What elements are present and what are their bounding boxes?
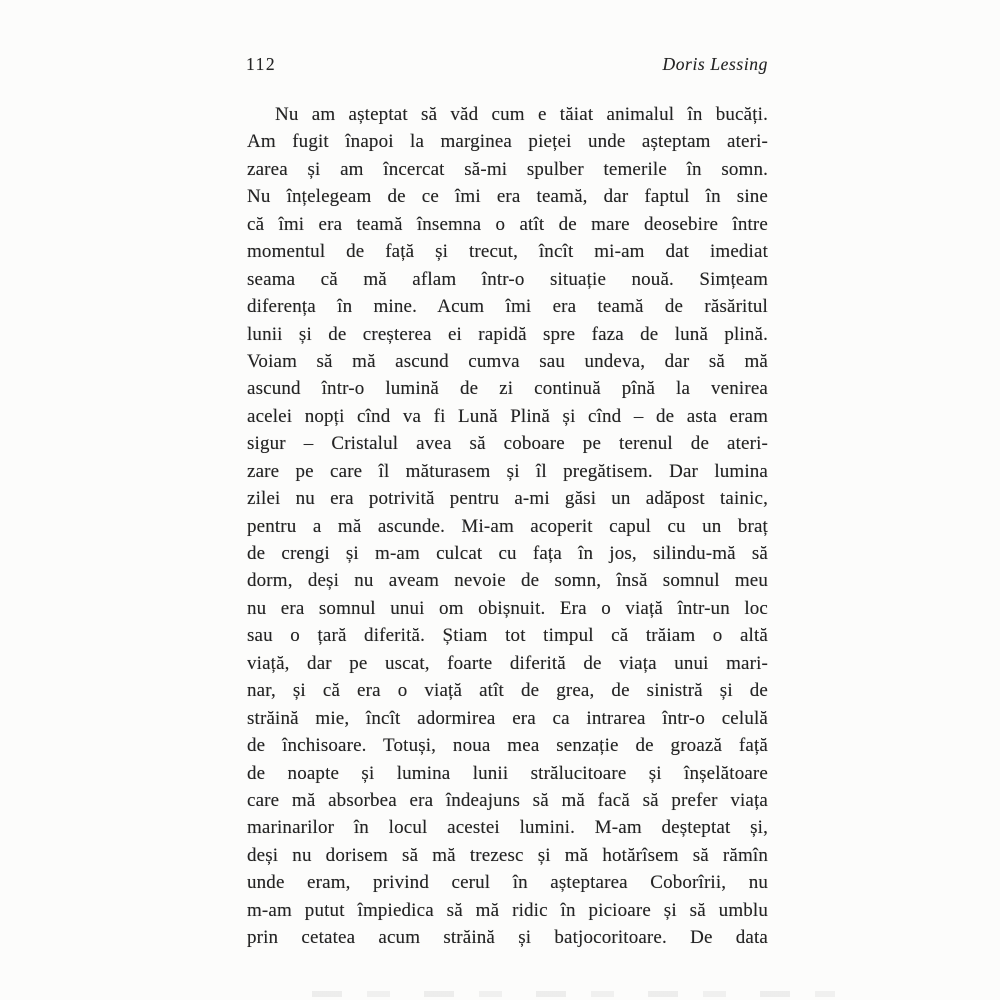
text-line: Am fugit înapoi la marginea pieței unde așteptam ateri- <box>247 131 768 153</box>
clipped-next-line-artifact <box>312 991 835 997</box>
text-line: m-am putut împiedica să mă ridic în picioare și să umblu <box>247 899 768 921</box>
text-line: nu era somnul unui om obișnuit. Era o viață într-un loc <box>247 597 768 619</box>
text-line: de noapte și lumina lunii strălucitoare și înșelătoare <box>247 762 768 784</box>
text-line: nar, și că era o viață atît de grea, de sinistră și de <box>247 680 768 702</box>
text-line: zilei nu era potrivită pentru a-mi găsi un adăpost tainic, <box>247 488 768 510</box>
text-line: ascund într-o lumină de zi continuă pînă la venirea <box>247 378 768 400</box>
text-line: sigur – Cristalul avea să coboare pe terenul de ateri- <box>247 433 768 455</box>
text-line: de crengi și m-am culcat cu fața în jos, silindu-mă să <box>247 543 768 564</box>
text-line: dorm, deși nu aveam nevoie de somn, însă somnul meu <box>247 570 768 592</box>
text-line: marinarilor în locul acestei lumini. M-am deșteptat și, <box>247 817 768 839</box>
text-line: deși nu dorisem să mă trezesc și mă hotărîsem să rămîn <box>247 844 768 866</box>
text-line: străină mie, încît adormirea era ca intrarea într-o celulă <box>247 707 768 729</box>
page-number: 112 <box>246 54 277 74</box>
running-head <box>246 53 768 75</box>
paragraph <box>247 101 768 952</box>
text-line: Nu am așteptat să văd cum e tăiat animalul în bucăți. <box>275 104 768 125</box>
text-line: viață, dar pe uscat, foarte diferită de viața unui mari- <box>247 652 768 674</box>
text-line: unde eram, privind cerul în așteptarea Coborîrii, nu <box>247 872 768 894</box>
text-line: zarea și am încercat să-mi spulber temerile în somn. <box>247 158 768 180</box>
text-line: care mă absorbea era îndeajuns să mă facă să prefer viața <box>247 789 768 811</box>
text-line: momentul de față și trecut, încît mi-am dat imediat <box>247 241 768 263</box>
text-line: lunii și de creșterea ei rapidă spre faza de lună plină. <box>247 323 768 345</box>
text-line: prin cetatea acum străină și batjocoritoare. De data <box>247 927 768 949</box>
text-line: că îmi era teamă însemna o atît de mare deosebire între <box>247 213 768 235</box>
text-line: seama că mă aflam într-o situație nouă. Simțeam <box>247 268 768 290</box>
text-line: de închisoare. Totuși, noua mea senzație de groază față <box>247 735 768 757</box>
text-line: diferența în mine. Acum îmi era teamă de răsăritul <box>247 296 768 318</box>
text-line: sau o țară diferită. Știam tot timpul că trăiam o altă <box>247 625 768 647</box>
text-line: Nu înțelegeam de ce îmi era teamă, dar faptul în sine <box>247 186 768 208</box>
text-line: pentru a mă ascunde. Mi-am acoperit capul cu un braț <box>247 515 768 537</box>
running-head-author: Doris Lessing <box>662 54 768 74</box>
text-line: zare pe care îl măturasem și îl pregătisem. Dar lumina <box>247 460 768 482</box>
text-line: acelei nopți cînd va fi Lună Plină și cînd – de asta eram <box>247 405 768 427</box>
text-line: Voiam să mă ascund cumva sau undeva, dar să mă <box>247 350 768 372</box>
